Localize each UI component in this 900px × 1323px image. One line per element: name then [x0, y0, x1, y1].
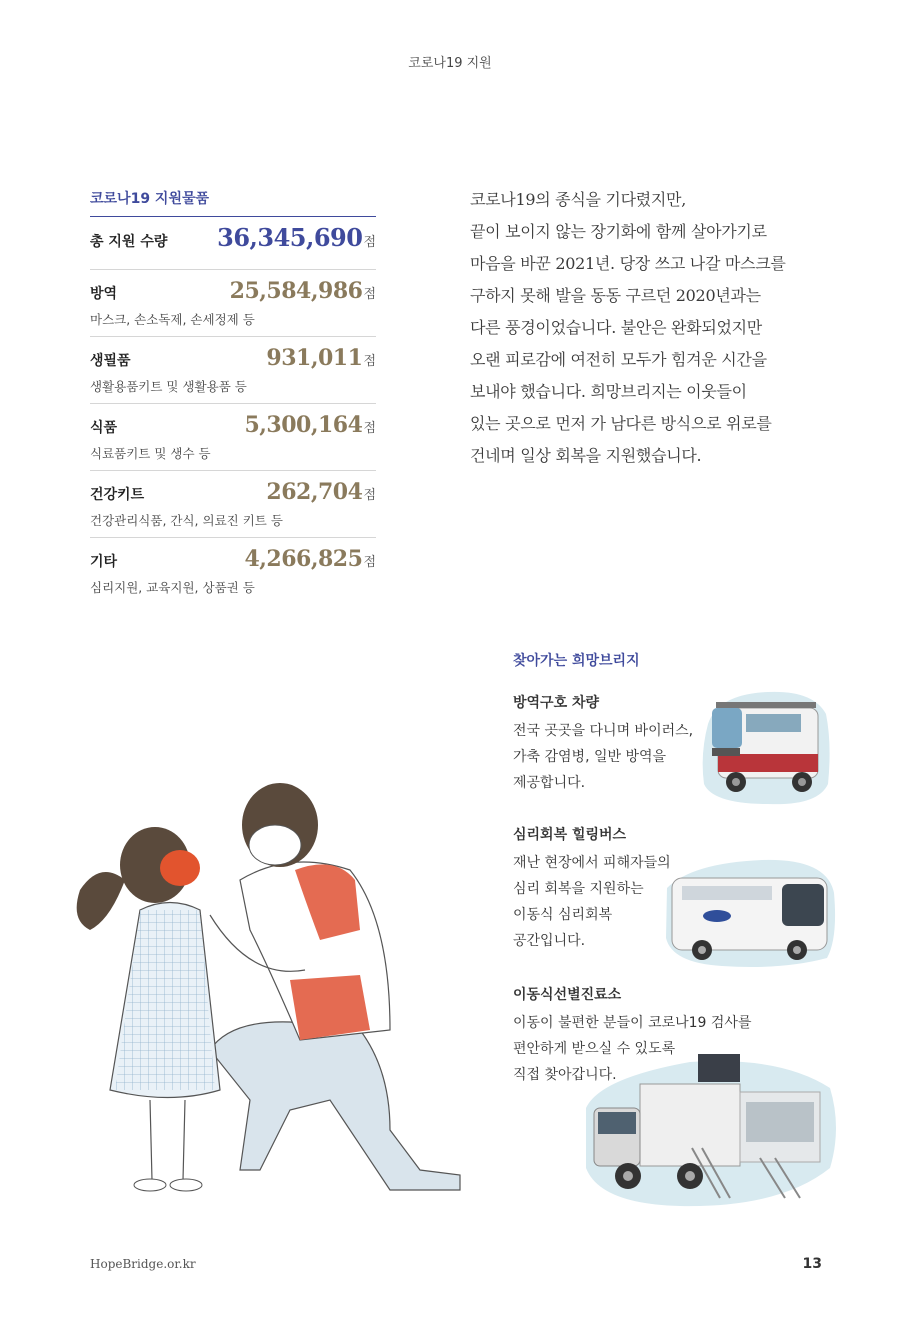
stats-desc: 생활용품키트 및 생활용품 등: [90, 379, 247, 394]
intro-line: 끝이 보이지 않는 장기화에 함께 살아가기로: [470, 222, 767, 241]
feature-healing-bus: [513, 822, 671, 954]
intro-line: 오랜 피로감에 여전히 모두가 힘겨운 시간을: [470, 350, 767, 369]
intro-line: 코로나19의 종식을 기다렸지만,: [470, 190, 686, 209]
stats-desc: 심리지원, 교육지원, 상품권 등: [90, 580, 255, 595]
support-stats: [90, 188, 376, 604]
stats-unit: 점: [363, 287, 376, 302]
stats-unit: 점: [363, 235, 376, 250]
stats-row-necessities: [90, 337, 376, 404]
stats-value: 36,345,690: [217, 223, 363, 252]
feature-line: 제공합니다.: [513, 775, 586, 791]
feature-line: 심리 회복을 지원하는: [513, 881, 644, 897]
healing-bus-image: [662, 848, 837, 973]
stats-row-food: [90, 404, 376, 471]
feature-title: 이동식선별진료소: [513, 987, 622, 1003]
stats-value: 4,266,825: [244, 546, 363, 572]
stats-desc: 식료품키트 및 생수 등: [90, 446, 211, 461]
page-number: 13: [802, 1256, 822, 1272]
stats-value: 262,704: [266, 479, 363, 505]
feature-line: 재난 현장에서 피해자들의: [513, 855, 671, 871]
stats-unit: 점: [363, 421, 376, 436]
stats-label: 식품: [90, 420, 118, 436]
feature-title: 심리회복 힐링버스: [513, 827, 627, 843]
stats-desc: 마스크, 손소독제, 손세정제 등: [90, 312, 255, 327]
feature-line: 이동이 불편한 분들이 코로나19 검사를: [513, 1015, 752, 1031]
stats-label: 생필품: [90, 353, 131, 369]
stats-row-quarantine: [90, 270, 376, 337]
intro-line: 보내야 했습니다. 희망브리지는 이웃들이: [470, 382, 747, 401]
features-title: 찾아가는 희망브리지: [513, 653, 640, 669]
intro-line: 다른 풍경이었습니다. 불안은 완화되었지만: [470, 318, 762, 337]
quarantine-van-image: [698, 684, 833, 809]
stats-desc: 건강관리식품, 간식, 의료진 키트 등: [90, 513, 283, 528]
stats-unit: 점: [363, 354, 376, 369]
feature-line: 공간입니다.: [513, 933, 586, 949]
feature-line: 전국 곳곳을 다니며 바이러스,: [513, 723, 694, 739]
stats-unit: 점: [363, 555, 376, 570]
intro-paragraph: [470, 184, 820, 472]
stats-unit: 점: [363, 488, 376, 503]
intro-line: 있는 곳으로 먼저 가 남다른 방식으로 위로를: [470, 414, 772, 433]
feature-title: 방역구호 차량: [513, 695, 600, 711]
intro-line: 건네며 일상 회복을 지원했습니다.: [470, 446, 702, 465]
feature-quarantine-vehicle: [513, 690, 693, 796]
feature-line: 직접 찾아갑니다.: [513, 1067, 617, 1083]
intro-line: 마음을 바꾼 2021년. 당장 쓰고 나갈 마스크를: [470, 254, 786, 273]
feature-line: 가축 감염병, 일반 방역을: [513, 749, 667, 765]
stats-row-health-kit: [90, 471, 376, 538]
mother-child-illustration: [60, 770, 480, 1200]
stats-value: 25,584,986: [229, 278, 363, 304]
page-header: 코로나19 지원: [408, 56, 492, 71]
stats-title: 코로나19 지원물품: [90, 188, 376, 217]
stats-row-total: [90, 217, 376, 270]
stats-row-other: [90, 538, 376, 604]
stats-label: 기타: [90, 554, 118, 570]
mobile-clinic-truck-image: [580, 1048, 842, 1212]
stats-label: 방역: [90, 286, 118, 302]
feature-line: 편안하게 받으실 수 있도록: [513, 1041, 676, 1057]
stats-value: 931,011: [266, 345, 363, 371]
stats-label: 건강키트: [90, 487, 145, 503]
feature-line: 이동식 심리회복: [513, 907, 613, 923]
footer-site: HopeBridge.or.kr: [90, 1257, 196, 1271]
stats-label: 총 지원 수량: [90, 234, 168, 250]
intro-line: 구하지 못해 발을 동동 구르던 2020년과는: [470, 286, 761, 305]
stats-value: 5,300,164: [244, 412, 363, 438]
